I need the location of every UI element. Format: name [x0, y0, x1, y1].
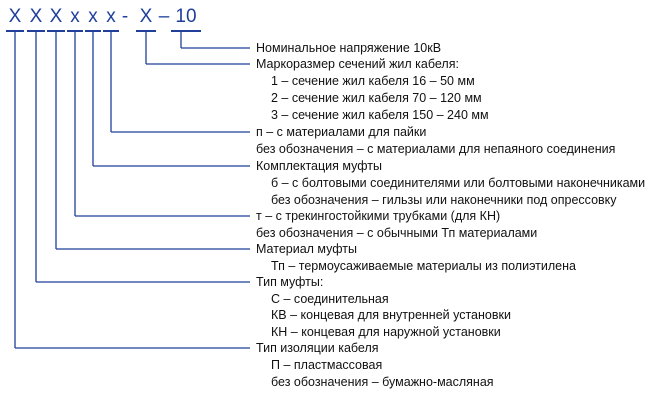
label-size-3: 3 – сечение жил кабеля 150 – 240 мм	[271, 108, 489, 122]
code-char-2: X	[27, 4, 45, 32]
label-insulation-oil: без обозначения – бумажно-масляная	[271, 375, 494, 389]
label-type-kv: КВ – концевая для внутренней установки	[271, 308, 511, 322]
code-dash-1: -	[121, 6, 129, 27]
label-kit-title: Комплектация муфты	[256, 159, 382, 173]
label-tracking: т – с трекингостойкими трубками (для КН)	[256, 209, 501, 223]
label-type-title: Тип муфты:	[256, 275, 324, 289]
label-solder: п – с материалами для пайки	[256, 125, 427, 139]
label-kit-bolt: б – с болтовыми соединителями или болтовыми наконечниками	[271, 176, 646, 190]
code-char-7: X	[136, 4, 156, 32]
code-char-5: x	[85, 4, 101, 32]
code-voltage: 10	[171, 4, 201, 32]
label-material-tp: Тп – термоусаживаемые материалы из полиэтилена	[271, 259, 576, 273]
code-char-1: X	[6, 4, 24, 32]
code-char-6: x	[103, 4, 119, 32]
label-size-title: Маркоразмер сечений жил кабеля:	[256, 57, 459, 71]
label-no-tracking: без обозначения – с обычными Тп материалами	[256, 226, 538, 240]
label-insulation-p: П – пластмассовая	[271, 358, 383, 372]
label-voltage: Номинальное напряжение 10кВ	[256, 41, 442, 55]
code-char-4: x	[67, 4, 83, 32]
code-dash-2: –	[158, 6, 170, 27]
label-insulation-title: Тип изоляции кабеля	[256, 341, 379, 355]
label-size-1: 1 – сечение жил кабеля 16 – 50 мм	[271, 74, 475, 88]
label-material-title: Материал муфты	[256, 242, 357, 256]
label-size-2: 2 – сечение жил кабеля 70 – 120 мм	[271, 91, 482, 105]
label-kit-crimp: без обозначения – гильзы или наконечники под опрессовку	[271, 193, 617, 207]
label-type-c: С – соединительная	[271, 292, 389, 306]
code-char-3: X	[47, 4, 65, 32]
label-no-solder: без обозначения – с материалами для непаяного соединения	[256, 142, 616, 156]
label-type-kn: КН – концевая для наружной установки	[271, 325, 501, 339]
